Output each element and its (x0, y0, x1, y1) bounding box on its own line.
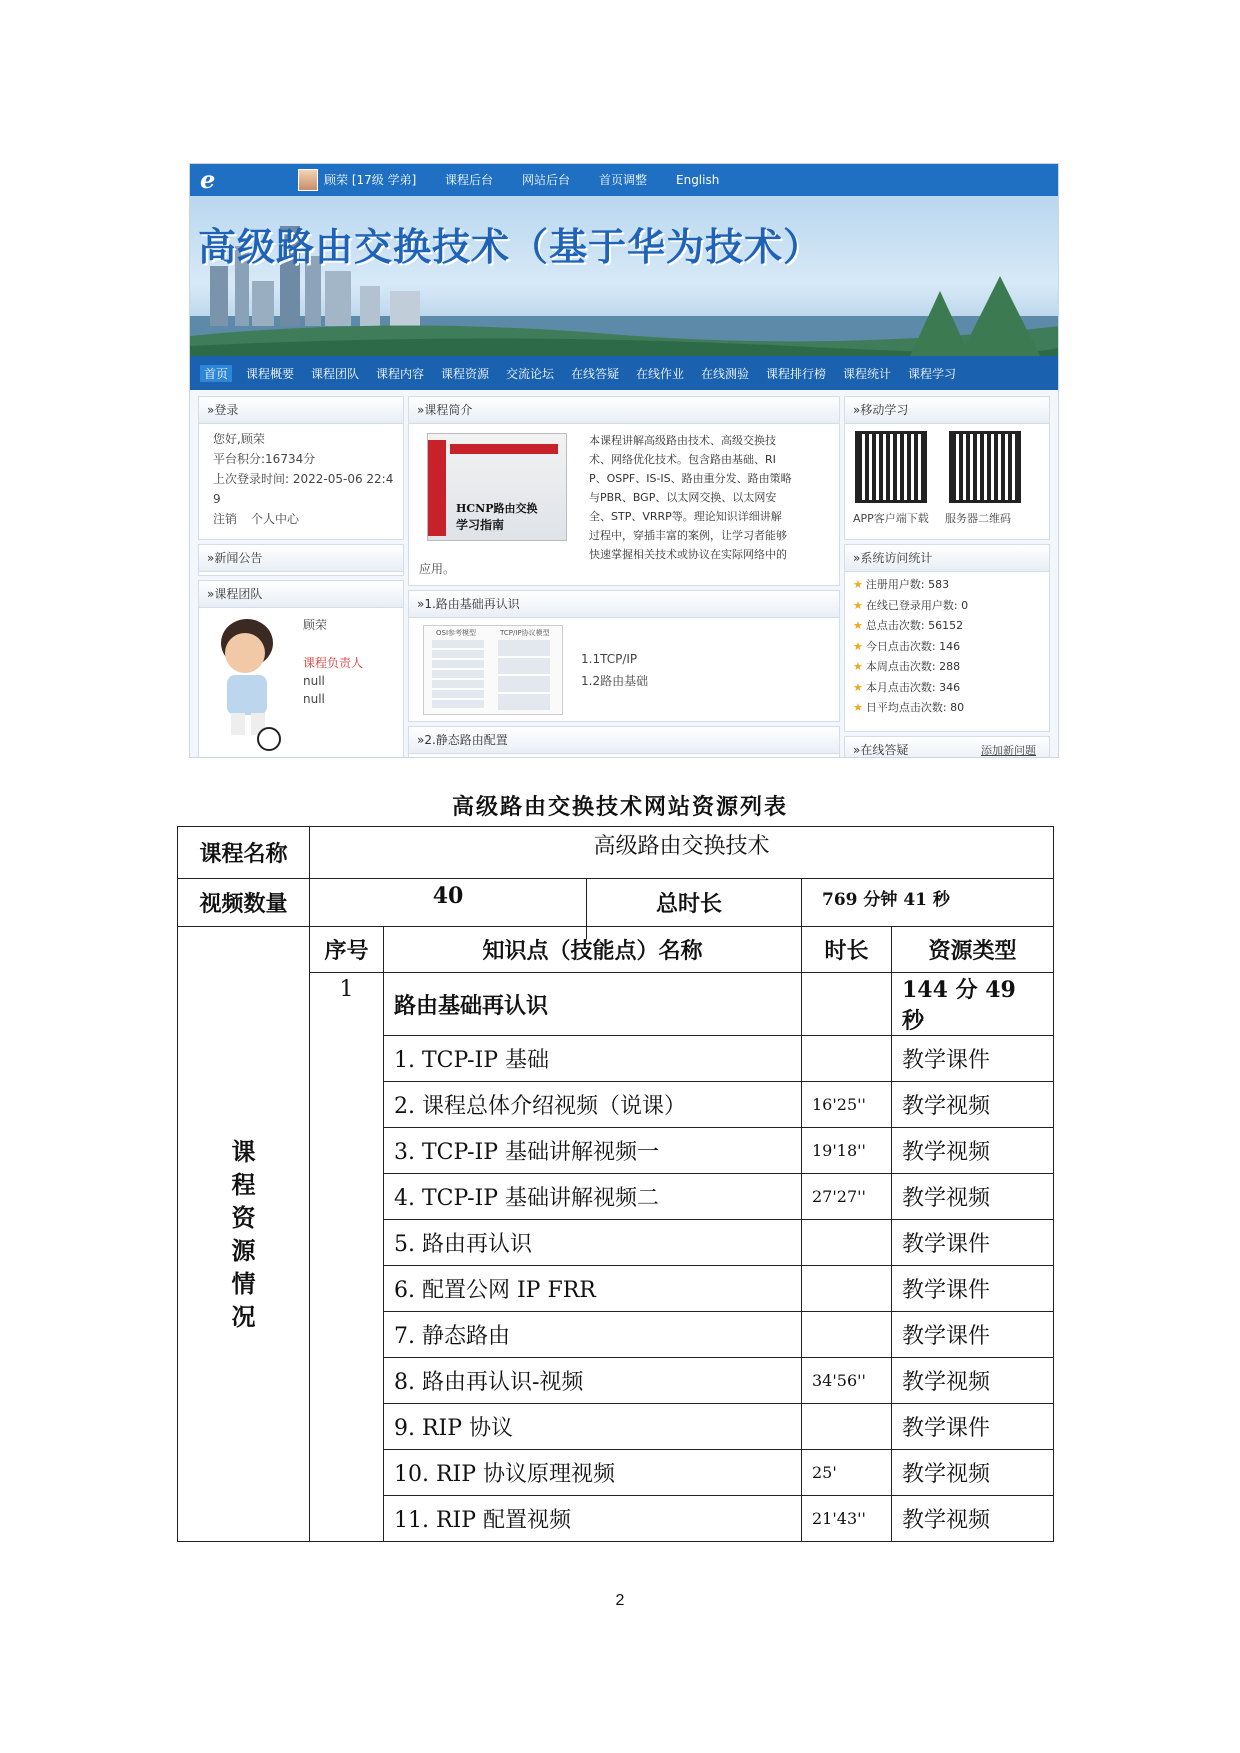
mobile-panel (844, 396, 1050, 540)
group-row (178, 973, 1054, 1036)
teacher-cartoon-avatar (207, 613, 295, 753)
nav-content[interactable]: 课程内容 (376, 367, 425, 381)
row-duration: 16'25'' (802, 1082, 892, 1128)
logout-link[interactable]: 注销 (213, 512, 238, 526)
qa-header: »在线答疑 (845, 737, 1049, 758)
row-type: 教学课件 (892, 1220, 1054, 1266)
mobile-header: »移动学习 (845, 397, 1049, 424)
top-bar (190, 164, 1059, 196)
star-icon: ★ (853, 639, 863, 653)
row-type: 教学课件 (892, 1266, 1054, 1312)
chapter1-item-2[interactable]: 1.2路由基础 (581, 674, 649, 688)
row-type: 教学课件 (892, 1312, 1054, 1358)
col-type: 资源类型 (892, 927, 1054, 973)
intro-line: 术、网络优化技术。包含路由基础、RI (589, 453, 776, 466)
row-duration: 25' (802, 1450, 892, 1496)
link-english[interactable]: English (676, 173, 720, 187)
group-number: 1 (310, 973, 384, 1542)
team-member-role: 课程负责人 (303, 656, 364, 670)
chapter2-header[interactable]: »2.静态路由配置 (409, 727, 839, 754)
stats-item: ★ 注册用户数: 583 (853, 578, 950, 591)
last-login: 上次登录时间: 2022-05-06 22:4 (213, 472, 394, 486)
intro-line: 与PBR、BGP、以太网交换、以太网安 (589, 491, 777, 504)
team-header: »课程团队 (199, 581, 403, 608)
video-count-row (178, 879, 1054, 927)
link-site-admin[interactable]: 网站后台 (522, 173, 571, 187)
user-center-link[interactable]: 个人中心 (251, 512, 300, 526)
chapter1-item-1[interactable]: 1.1TCP/IP (581, 652, 638, 666)
nav-quiz[interactable]: 在线测验 (701, 367, 750, 381)
nav-forum[interactable]: 交流论坛 (506, 367, 555, 381)
nav-home[interactable]: 首页 (200, 365, 232, 382)
team-panel (198, 580, 404, 758)
stats-header: »系统访问统计 (845, 545, 1049, 572)
stats-item: ★ 本月点击次数: 346 (853, 680, 961, 694)
video-count-number: 40 (432, 883, 464, 909)
star-icon: ★ (853, 598, 863, 612)
row-duration (802, 1036, 892, 1082)
row-duration (802, 1220, 892, 1266)
nav-resources[interactable]: 课程资源 (441, 367, 490, 381)
user-avatar (298, 169, 318, 191)
row-name: 9. RIP 协议 (384, 1404, 802, 1450)
user-name[interactable]: 顾荣 [17级 学弟] (324, 173, 417, 187)
nav-qa[interactable]: 在线答疑 (571, 367, 620, 381)
row-type: 教学视频 (892, 1450, 1054, 1496)
stats-panel (844, 544, 1050, 732)
chapter1-panel (408, 590, 840, 722)
news-panel (198, 544, 404, 576)
total-label: 总时长 (586, 878, 791, 939)
row-duration (802, 1266, 892, 1312)
book-subtitle: 学习指南 (456, 518, 505, 532)
nav-overview[interactable]: 课程概要 (246, 367, 295, 381)
row-type: 教学视频 (892, 1174, 1054, 1220)
nav-team[interactable]: 课程团队 (311, 367, 360, 381)
stats-item: ★ 今日点击次数: 146 (853, 639, 961, 653)
last-login-wrap: 9 (213, 492, 221, 506)
link-home-adjust[interactable]: 首页调整 (599, 173, 648, 187)
row-duration: 27'27'' (802, 1174, 892, 1220)
nav-homework[interactable]: 在线作业 (636, 367, 685, 381)
book-cover (427, 433, 567, 541)
header-row (178, 927, 1054, 973)
row-type: 教学视频 (892, 1496, 1054, 1542)
row-type: 教学视频 (892, 1358, 1054, 1404)
team-field-2: null (303, 692, 325, 706)
row-name: 3. TCP-IP 基础讲解视频一 (384, 1128, 802, 1174)
page-number: 2 (615, 1592, 625, 1609)
row-type: 教学视频 (892, 1128, 1054, 1174)
osi-head: OSI参考模型 (436, 629, 477, 637)
chapter2-panel (408, 726, 840, 758)
server-qr-label: 服务器二维码 (945, 512, 1011, 525)
login-panel (198, 396, 404, 540)
greeting: 您好,顾荣 (213, 432, 265, 446)
row-duration (802, 1404, 892, 1450)
resource-list-title: 高级路由交换技术网站资源列表 (451, 794, 788, 820)
news-header: »新闻公告 (199, 545, 403, 572)
row-type: 教学课件 (892, 1036, 1054, 1082)
intro-text (589, 431, 837, 564)
col-no: 序号 (310, 927, 384, 973)
intro-panel (408, 396, 840, 586)
banner-title: 高级路由交换技术（基于华为技术） (198, 225, 823, 269)
row-type: 教学视频 (892, 1082, 1054, 1128)
nav-stats[interactable]: 课程统计 (843, 367, 892, 381)
course-website-screenshot (189, 163, 1059, 758)
server-qr-code[interactable] (949, 431, 1021, 503)
intro-header: »课程简介 (409, 397, 839, 424)
row-type: 教学课件 (892, 1404, 1054, 1450)
star-icon: ★ (853, 680, 863, 694)
main-nav (190, 356, 1059, 390)
group-name: 路由基础再认识 (384, 973, 802, 1036)
site-logo-icon: e (200, 165, 216, 194)
row-name: 1. TCP-IP 基础 (384, 1036, 802, 1082)
login-header: »登录 (199, 397, 403, 424)
star-icon: ★ (853, 701, 863, 714)
link-course-admin[interactable]: 课程后台 (445, 173, 494, 187)
intro-line: 本课程讲解高级路由技术、高级交换技 (589, 434, 776, 447)
group-total: 144 分 49 秒 (892, 973, 1054, 1036)
stats-item: ★ 总点击次数: 56152 (853, 619, 964, 632)
points: 平台积分:16734分 (213, 452, 316, 466)
course-name-label: 课程名称 (178, 827, 310, 879)
app-download-label[interactable]: APP客户端下载 (853, 512, 929, 525)
row-duration: 34'56'' (802, 1358, 892, 1404)
star-icon: ★ (853, 578, 863, 591)
course-banner (190, 196, 1059, 356)
nav-ranking[interactable]: 课程排行榜 (766, 367, 827, 381)
row-name: 8. 路由再认识-视频 (384, 1358, 802, 1404)
intro-line: 全、STP、VRRP等。理论知识详细讲解 (589, 510, 782, 523)
row-name: 10. RIP 协议原理视频 (384, 1450, 802, 1496)
row-name: 6. 配置公网 IP FRR (384, 1266, 802, 1312)
star-icon: ★ (853, 660, 863, 673)
stats-item: ★ 日平均点击次数: 80 (853, 701, 965, 714)
intro-tail: 应用。 (419, 562, 456, 576)
intro-line: P、OSPF、IS-IS、路由重分发、路由策略 (589, 472, 792, 485)
row-duration: 19'18'' (802, 1128, 892, 1174)
section-label-text: 课程资源情况 (231, 1137, 256, 1331)
star-icon: ★ (853, 619, 863, 632)
row-name: 11. RIP 配置视频 (384, 1496, 802, 1542)
intro-line: 过程中，穿插丰富的案例，让学习者能够 (589, 529, 787, 542)
osi-diagram (423, 625, 563, 715)
tcpip-head: TCP/IP协议模型 (500, 629, 550, 637)
row-duration (802, 1312, 892, 1358)
add-question-link[interactable]: 添加新问题 (981, 744, 1036, 757)
nav-study[interactable]: 课程学习 (908, 367, 957, 381)
stats-item: ★ 本周点击次数: 288 (853, 660, 961, 673)
video-count-value (310, 879, 802, 927)
stats-item: ★ 在线已登录用户数: 0 (853, 598, 969, 612)
chapter1-header[interactable]: »1.路由基础再认识 (409, 591, 839, 618)
row-name: 4. TCP-IP 基础讲解视频二 (384, 1174, 802, 1220)
row-duration: 21'43'' (802, 1496, 892, 1542)
qa-panel (844, 736, 1050, 758)
row-name: 7. 静态路由 (384, 1312, 802, 1358)
resource-table (177, 826, 1054, 1542)
intro-line: 快速掌握相关技术或协议在实际网络中的 (589, 548, 787, 561)
team-member-name: 顾荣 (303, 618, 328, 632)
col-duration: 时长 (802, 927, 892, 973)
section-label (178, 927, 310, 1542)
course-name-row (178, 827, 1054, 879)
row-name: 5. 路由再认识 (384, 1220, 802, 1266)
row-name: 2. 课程总体介绍视频（说课） (384, 1082, 802, 1128)
total-duration-value: 769 分钟 41 秒 (802, 879, 1054, 927)
team-field-1: null (303, 674, 325, 688)
video-count-label: 视频数量 (178, 879, 310, 927)
app-qr-code[interactable] (855, 431, 927, 503)
book-title: HCNP路由交换 (456, 502, 538, 515)
col-name: 知识点（技能点）名称 (384, 927, 802, 973)
course-name-value: 高级路由交换技术 (310, 827, 1054, 879)
group-duration (802, 973, 892, 1036)
stats-list (853, 575, 968, 719)
